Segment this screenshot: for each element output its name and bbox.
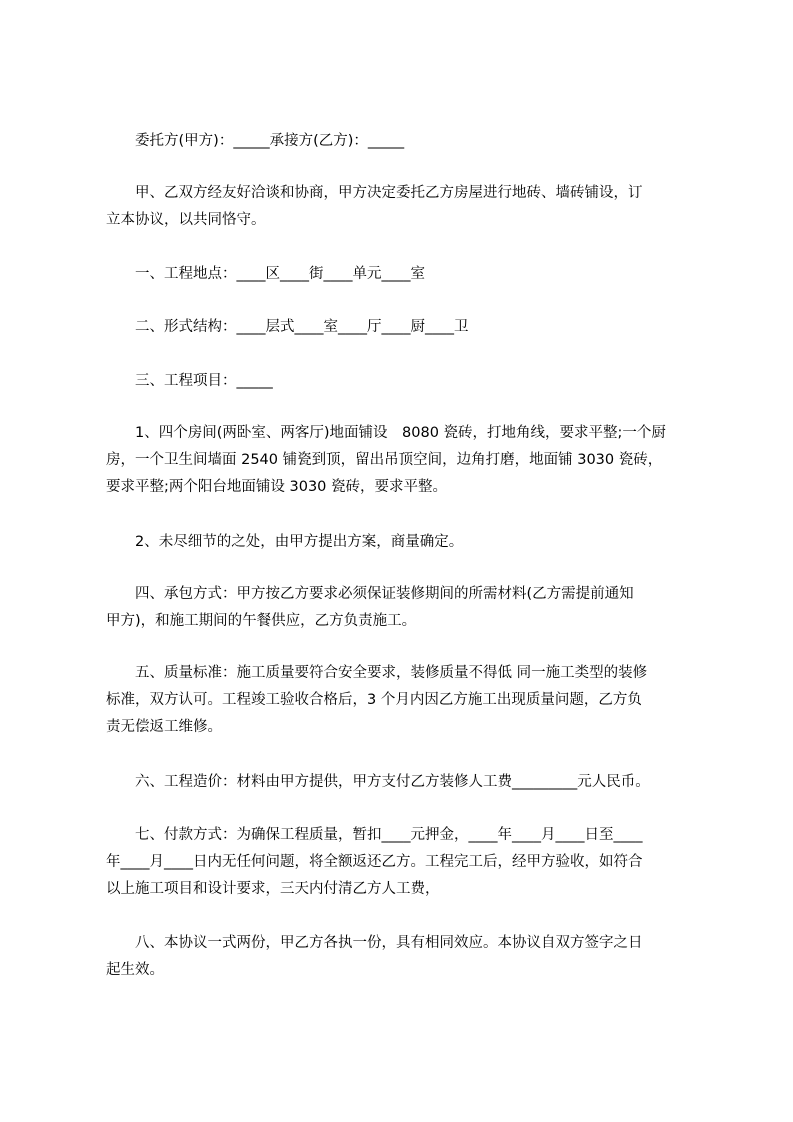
text-line: 二、形式结构：____层式____室____厅____厨____卫 bbox=[106, 319, 469, 335]
text-line: 八、本协议一式两份，甲乙方各执一份，具有相同效应。本协议自双方签字之日 bbox=[106, 935, 643, 951]
quality-paragraph bbox=[106, 660, 696, 741]
text-line: 2、未尽细节的之处，由甲方提出方案，商量确定。 bbox=[106, 534, 464, 550]
item-1-paragraph bbox=[106, 420, 696, 501]
text-line: 甲方)，和施工期间的午餐供应，乙方负责施工。 bbox=[106, 613, 417, 629]
text-line: 标准，双方认可。工程竣工验收合格后，3 个月内因乙方施工出现质量问题，乙方负 bbox=[106, 692, 642, 708]
contract-mode-paragraph bbox=[106, 581, 696, 635]
cost-paragraph bbox=[106, 769, 696, 796]
text-line: 年____月____日内无任何问题，将全额返还乙方。工程完工后，经甲方验收，如符合 bbox=[106, 854, 643, 870]
text-line: 1、四个房间(两卧室、两客厅)地面铺设 8080 瓷砖，打地角线，要求平整;一个厨 bbox=[106, 425, 666, 441]
text-line: 四、承包方式：甲方按乙方要求必须保证装修期间的所需材料(乙方需提前通知 bbox=[106, 586, 634, 602]
text-line: 以上施工项目和设计要求，三天内付清乙方人工费， bbox=[106, 881, 440, 897]
text-line: 五、质量标准：施工质量要符合安全要求，装修质量不得低 同一施工类型的装修 bbox=[106, 665, 648, 681]
item-2-paragraph bbox=[106, 529, 696, 556]
text-line: 六、工程造价：材料由甲方提供，甲方支付乙方装修人工费_________元人民币。 bbox=[106, 774, 650, 790]
items-paragraph bbox=[106, 368, 696, 395]
text-line: 起生效。 bbox=[106, 962, 164, 978]
copies-paragraph bbox=[106, 930, 696, 984]
text-line: 要求平整;两个阳台地面铺设 3030 瓷砖，要求平整。 bbox=[106, 479, 448, 495]
text-line: 立本协议，以共同恪守。 bbox=[106, 212, 266, 228]
text-line: 一、工程地点：____区____街____单元____室 bbox=[106, 266, 425, 282]
structure-paragraph bbox=[106, 314, 696, 341]
text-line: 委托方(甲方)：_____承接方(乙方)：_____ bbox=[106, 133, 405, 149]
intro-paragraph bbox=[106, 180, 696, 234]
parties-paragraph bbox=[106, 128, 696, 155]
text-line: 七、付款方式：为确保工程质量，暂扣____元押金，____年____月____日至____ bbox=[106, 827, 643, 843]
payment-paragraph bbox=[106, 822, 696, 903]
text-line: 房，一个卫生间墙面 2540 铺瓷到顶，留出吊顶空间，边角打磨，地面铺 3030 瓷砖， bbox=[106, 452, 663, 468]
text-line: 三、工程项目：_____ bbox=[106, 373, 273, 389]
text-line: 甲、乙双方经友好洽谈和协商，甲方决定委托乙方房屋进行地砖、墙砖铺设，订 bbox=[106, 185, 643, 201]
text-line: 责无偿返工维修。 bbox=[106, 719, 222, 735]
location-paragraph bbox=[106, 261, 696, 288]
